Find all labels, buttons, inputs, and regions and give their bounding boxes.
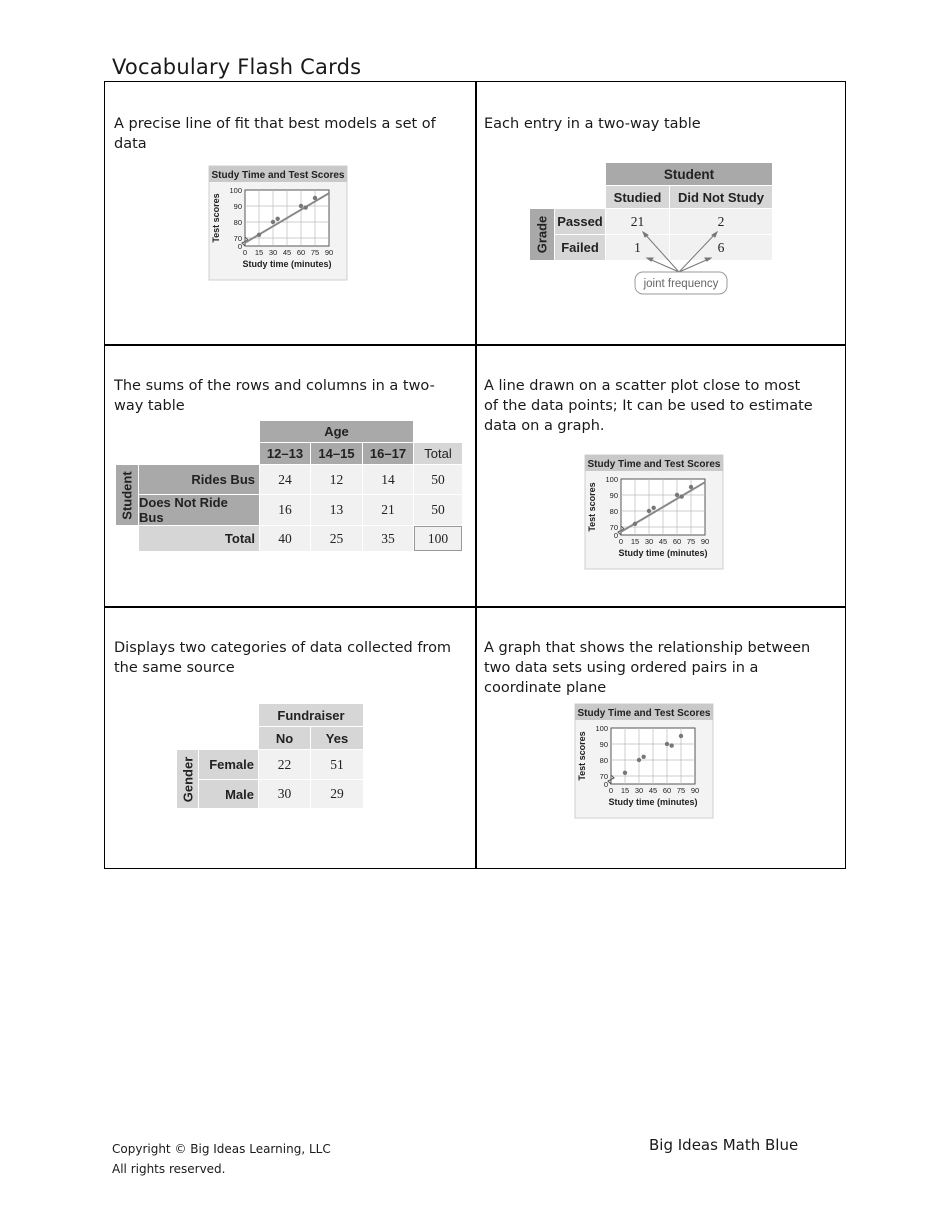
- column-header: No: [259, 727, 310, 749]
- x-tick-label: 60: [296, 248, 306, 257]
- data-point: [647, 509, 651, 513]
- flash-card-grid: [104, 81, 846, 869]
- row-header: Passed: [555, 209, 605, 234]
- x-tick-label: 75: [310, 248, 320, 257]
- y-tick-label: 0: [613, 531, 618, 540]
- card-definition: Displays two categories of data collected from the same source: [114, 640, 452, 676]
- two-way-table-gender: [177, 704, 363, 808]
- data-point: [689, 485, 693, 489]
- scatter-chart-plain: [573, 702, 715, 820]
- card-definition: The sums of the rows and columns in a two-way table: [114, 378, 435, 414]
- y-axis-label: Test scores: [587, 482, 597, 532]
- chart-title: Study Time and Test Scores: [577, 708, 711, 719]
- column-header: Yes: [311, 727, 363, 749]
- row-group-label: Student: [116, 465, 138, 525]
- data-point: [637, 758, 641, 762]
- x-tick-label: 45: [282, 248, 292, 257]
- y-tick-label: 80: [233, 218, 242, 227]
- x-tick-label: 15: [620, 786, 630, 795]
- table-cell: 21: [363, 495, 413, 525]
- table-cell: 2: [670, 209, 772, 234]
- row-header: Total: [139, 526, 259, 551]
- y-tick-label: 90: [233, 202, 242, 211]
- table-cell: 100: [414, 526, 462, 551]
- y-axis-label: Test scores: [577, 731, 587, 781]
- row-header: Failed: [555, 235, 605, 260]
- table-cell: 29: [311, 780, 363, 808]
- data-point: [303, 205, 307, 209]
- y-axis-label: Test scores: [211, 193, 221, 243]
- data-point: [665, 742, 669, 746]
- data-point: [675, 493, 679, 497]
- card-definition: A graph that shows the relationship between two data sets using ordered pairs in a coordinate plane: [484, 640, 811, 696]
- column-header: Did Not Study: [670, 186, 772, 208]
- x-tick-label: 45: [658, 537, 668, 546]
- table-cell: 21: [606, 209, 669, 234]
- x-tick-label: 0: [608, 786, 614, 795]
- table-cell: 25: [311, 526, 362, 551]
- x-tick-label: 60: [662, 786, 672, 795]
- x-axis-label: Study time (minutes): [618, 548, 708, 558]
- y-tick-label: 70: [609, 523, 618, 532]
- x-tick-label: 30: [268, 248, 278, 257]
- table-cell: 6: [670, 235, 772, 260]
- callout-label: joint frequency: [643, 278, 719, 290]
- x-axis-label: Study time (minutes): [608, 797, 698, 807]
- y-tick-label: 100: [605, 475, 618, 484]
- x-tick-label: 75: [676, 786, 686, 795]
- x-tick-label: 30: [644, 537, 654, 546]
- table-cell: 12: [311, 465, 362, 494]
- y-tick-label: 100: [229, 186, 242, 195]
- table-cell: 16: [260, 495, 310, 525]
- x-tick-label: 90: [324, 248, 334, 257]
- data-point: [679, 734, 683, 738]
- table-cell: 50: [414, 495, 462, 525]
- table-cell: 22: [259, 750, 310, 779]
- flash-card-joint-frequency: [477, 82, 845, 344]
- scatter-chart-best-fit: [207, 164, 349, 282]
- table-cell: 35: [363, 526, 413, 551]
- copyright-text: Copyright © Big Ideas Learning, LLC: [112, 1142, 331, 1156]
- column-header: 14–15: [311, 443, 362, 464]
- table-cell: 14: [363, 465, 413, 494]
- row-header: Rides Bus: [139, 465, 259, 494]
- x-axis-label: Study time (minutes): [242, 259, 332, 269]
- x-tick-label: 90: [700, 537, 710, 546]
- table-cell: 13: [311, 495, 362, 525]
- x-tick-label: 30: [634, 786, 644, 795]
- x-tick-label: 0: [242, 248, 248, 257]
- data-point: [623, 771, 627, 775]
- two-way-table-age: [116, 421, 462, 553]
- table-cell: 1: [606, 235, 669, 260]
- card-definition: A precise line of fit that best models a set of data: [114, 116, 436, 152]
- rights-text: All rights reserved.: [112, 1162, 226, 1176]
- x-tick-label: 60: [672, 537, 682, 546]
- y-tick-label: 0: [603, 780, 608, 789]
- flash-card-two-way-table: [105, 608, 475, 868]
- y-tick-label: 0: [237, 242, 242, 251]
- row-header: Does Not Ride Bus: [139, 495, 259, 525]
- data-point: [275, 217, 279, 221]
- table-header: Fundraiser: [259, 704, 363, 726]
- y-tick-label: 90: [599, 740, 608, 749]
- x-tick-label: 0: [618, 537, 624, 546]
- row-header: Male: [199, 780, 258, 808]
- row-group-label: Gender: [177, 750, 198, 808]
- data-point: [271, 220, 275, 224]
- y-tick-label: 100: [595, 724, 608, 733]
- chart-title: Study Time and Test Scores: [211, 170, 345, 181]
- flash-card-marginal-frequency: [105, 346, 475, 606]
- copyright-block: [112, 1139, 331, 1179]
- y-tick-label: 80: [599, 756, 608, 765]
- table-cell: 40: [260, 526, 310, 551]
- data-point: [633, 522, 637, 526]
- x-tick-label: 90: [690, 786, 700, 795]
- flash-card-line-of-fit: [477, 346, 845, 606]
- flash-card-line-of-best-fit: [105, 82, 475, 344]
- table-header: Age: [260, 421, 413, 442]
- scatter-chart-line-of-fit: [583, 453, 725, 571]
- column-header: Total: [414, 443, 462, 464]
- y-tick-label: 70: [599, 772, 608, 781]
- card-definition: A line drawn on a scatter plot close to most of the data points; It can be used to estimate data on a graph.: [484, 378, 813, 434]
- column-header: 12–13: [260, 443, 310, 464]
- data-point: [299, 204, 303, 208]
- column-header: 16–17: [363, 443, 413, 464]
- table-cell: 51: [311, 750, 363, 779]
- data-point: [641, 755, 645, 759]
- row-group-label: Grade: [530, 209, 554, 260]
- column-header: Studied: [606, 186, 669, 208]
- y-tick-label: 80: [609, 507, 618, 516]
- callout-arrows: [577, 222, 777, 302]
- page-title: Vocabulary Flash Cards: [112, 55, 362, 79]
- brand-name: Big Ideas Math Blue: [649, 1136, 799, 1154]
- row-header: Female: [199, 750, 258, 779]
- data-point: [669, 743, 673, 747]
- x-tick-label: 15: [254, 248, 264, 257]
- y-tick-label: 90: [609, 491, 618, 500]
- data-point: [257, 233, 261, 237]
- table-cell: 24: [260, 465, 310, 494]
- table-header: Student: [606, 163, 772, 185]
- data-point: [651, 506, 655, 510]
- x-tick-label: 45: [648, 786, 658, 795]
- x-tick-label: 15: [630, 537, 640, 546]
- y-tick-label: 70: [233, 234, 242, 243]
- flash-card-scatter-plot: [477, 608, 845, 868]
- x-tick-label: 75: [686, 537, 696, 546]
- table-cell: 50: [414, 465, 462, 494]
- data-point: [313, 196, 317, 200]
- card-definition: Each entry in a two-way table: [484, 116, 701, 132]
- chart-title: Study Time and Test Scores: [587, 459, 721, 470]
- data-point: [679, 494, 683, 498]
- table-cell: 30: [259, 780, 310, 808]
